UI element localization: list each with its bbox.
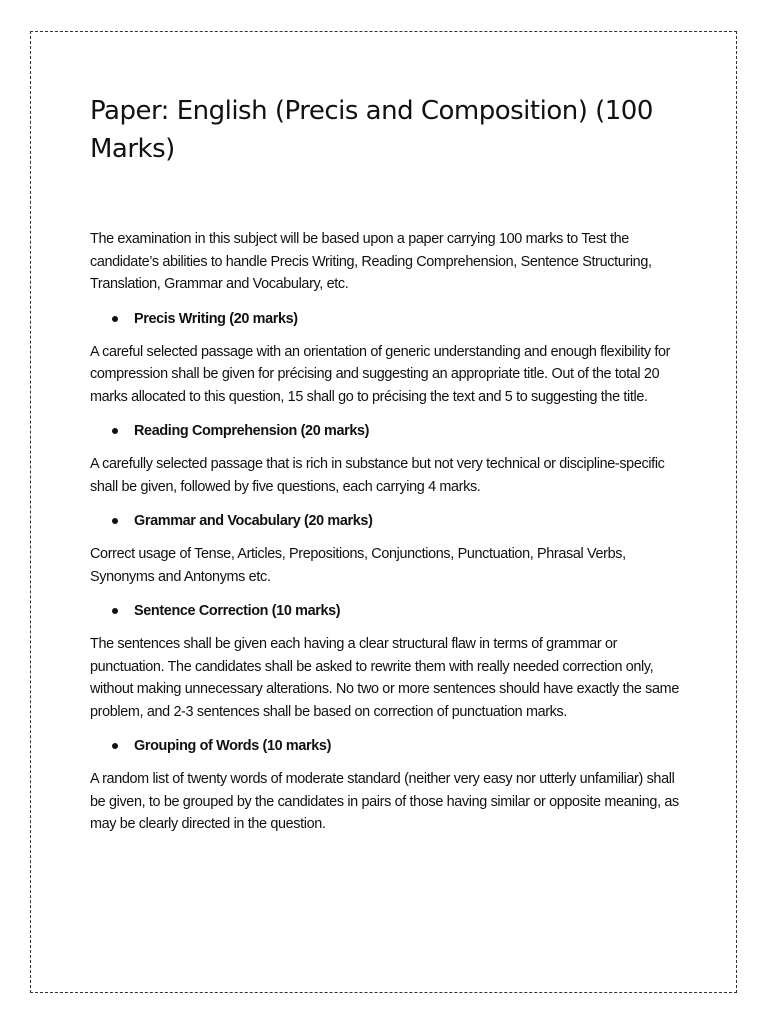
page-title: Paper: English (Precis and Composition) (100 Marks) <box>90 96 653 164</box>
section-heading-label: Grouping of Words (10 marks) <box>134 738 332 754</box>
section-heading-label: Precis Writing (20 marks) <box>134 310 298 327</box>
bullet-icon <box>112 428 118 434</box>
section-heading-sentence-correction <box>90 600 680 622</box>
section-heading-grouping-of-words <box>90 735 680 757</box>
section-heading-grammar-vocabulary <box>90 510 680 532</box>
section-body-sentence-correction: The sentences shall be given each having a clear structural flaw in terms of grammar or punctuation. The candidates shall be asked to rewrite them with really needed correction only, without making unnecessary alterations. No two or more sentences should have exactly the same problem, and 2-3 sentences shall be based on correction of punctuation marks. <box>90 636 679 720</box>
bullet-icon <box>112 743 118 749</box>
section-heading-precis-writing <box>90 308 680 330</box>
intro-paragraph: The examination in this subject will be based upon a paper carrying 100 marks to Test the candidate’s abilities to handle Precis Writing, Reading Comprehension, Sentence Structuring, Translation, Grammar and Vocabulary, etc. <box>90 231 652 292</box>
section-heading-reading-comprehension <box>90 420 680 442</box>
section-body-precis-writing: A careful selected passage with an orientation of generic understanding and enough flexibility for compression shall be given for précising and suggesting an appropriate title. Out of the total 20 marks allocated to this question, 15 shall go to précising the text and 5 to suggesting the title. <box>90 343 671 405</box>
document-content <box>90 92 680 836</box>
section-heading-label: Reading Comprehension (20 marks) <box>134 423 370 439</box>
bullet-icon <box>112 316 118 322</box>
bullet-icon <box>112 608 118 614</box>
bullet-icon <box>112 518 118 524</box>
section-body-grouping-of-words: A random list of twenty words of moderate standard (neither very easy nor utterly unfamiliar) shall be given, to be grouped by the candidates in pairs of those having similar or opposite meaning, as may be clearly directed in the question. <box>90 771 679 832</box>
section-body-grammar-vocabulary: Correct usage of Tense, Articles, Prepositions, Conjunctions, Punctuation, Phrasal Verbs, Synonyms and Antonyms etc. <box>90 546 626 585</box>
section-body-reading-comprehension: A carefully selected passage that is rich in substance but not very technical or discipline-specific shall be given, followed by five questions, each carrying 4 marks. <box>90 456 665 495</box>
section-heading-label: Grammar and Vocabulary (20 marks) <box>134 513 373 529</box>
section-heading-label: Sentence Correction (10 marks) <box>134 603 341 619</box>
